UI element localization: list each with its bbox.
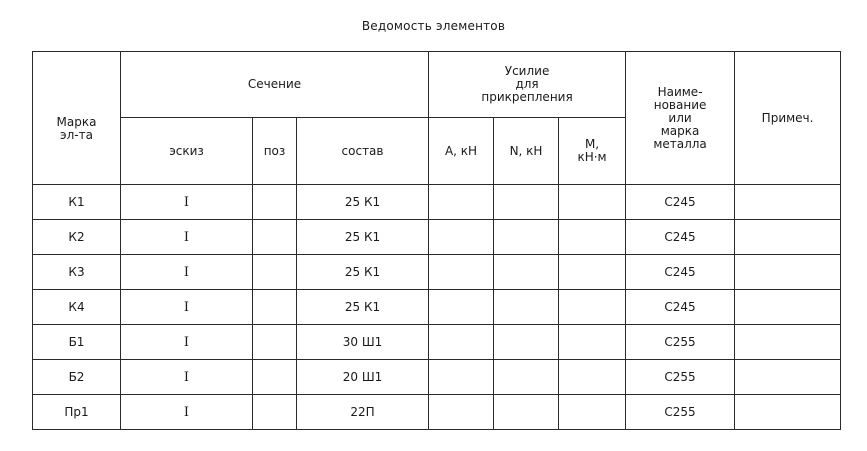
- cell-pos: [253, 395, 297, 430]
- cell-pos: [253, 185, 297, 220]
- header-sketch: эскиз: [121, 118, 253, 185]
- cell-mark: К4: [33, 290, 121, 325]
- cell-pos: [253, 325, 297, 360]
- cell-force-n: [494, 220, 559, 255]
- header-material: Наиме- нование или марка металла: [626, 52, 735, 185]
- cell-force-a: [429, 255, 494, 290]
- cell-sketch: I: [121, 325, 253, 360]
- cell-composition: 22П: [297, 395, 429, 430]
- cell-composition: 25 К1: [297, 255, 429, 290]
- cell-sketch: I: [121, 255, 253, 290]
- cell-mark: Б1: [33, 325, 121, 360]
- cell-pos: [253, 255, 297, 290]
- cell-pos: [253, 360, 297, 395]
- cell-mark: К1: [33, 185, 121, 220]
- cell-material: С255: [626, 325, 735, 360]
- header-pos: поз: [253, 118, 297, 185]
- cell-force-n: [494, 395, 559, 430]
- cell-force-n: [494, 290, 559, 325]
- cell-mark: Б2: [33, 360, 121, 395]
- cell-composition: 25 К1: [297, 185, 429, 220]
- cell-force-n: [494, 185, 559, 220]
- cell-sketch: I: [121, 290, 253, 325]
- cell-note: [735, 290, 841, 325]
- cell-force-n: [494, 360, 559, 395]
- cell-material: С245: [626, 220, 735, 255]
- cell-force-a: [429, 395, 494, 430]
- cell-force-n: [494, 255, 559, 290]
- cell-sketch: I: [121, 220, 253, 255]
- table-row: [33, 290, 841, 325]
- header-section: Сечение: [121, 52, 429, 118]
- cell-material: С245: [626, 185, 735, 220]
- cell-composition: 25 К1: [297, 290, 429, 325]
- cell-material: С245: [626, 290, 735, 325]
- cell-force-m: [559, 255, 626, 290]
- cell-force-m: [559, 395, 626, 430]
- table-row: [33, 220, 841, 255]
- cell-force-m: [559, 325, 626, 360]
- cell-force-a: [429, 290, 494, 325]
- header-force-m: М, кН·м: [559, 118, 626, 185]
- cell-force-a: [429, 360, 494, 395]
- table-row: [33, 360, 841, 395]
- cell-force-a: [429, 220, 494, 255]
- header-force-a: А, кН: [429, 118, 494, 185]
- header-composition: состав: [297, 118, 429, 185]
- cell-composition: 25 К1: [297, 220, 429, 255]
- cell-note: [735, 360, 841, 395]
- cell-force-n: [494, 325, 559, 360]
- cell-mark: К2: [33, 220, 121, 255]
- cell-sketch: I: [121, 360, 253, 395]
- cell-sketch: I: [121, 185, 253, 220]
- cell-note: [735, 325, 841, 360]
- document-title: Ведомость элементов: [361, 19, 506, 33]
- table-body: [33, 185, 841, 430]
- cell-force-m: [559, 220, 626, 255]
- cell-composition: 30 Ш1: [297, 325, 429, 360]
- header-force-n: N, кН: [494, 118, 559, 185]
- header-mark: [33, 52, 121, 185]
- cell-note: [735, 395, 841, 430]
- table-row: [33, 325, 841, 360]
- cell-mark: Пр1: [33, 395, 121, 430]
- header-mark-label: Марка эл-та: [56, 115, 97, 142]
- cell-mark: К3: [33, 255, 121, 290]
- cell-note: [735, 220, 841, 255]
- cell-force-a: [429, 325, 494, 360]
- cell-material: С255: [626, 395, 735, 430]
- cell-composition: 20 Ш1: [297, 360, 429, 395]
- cell-force-a: [429, 185, 494, 220]
- cell-material: С255: [626, 360, 735, 395]
- header-force: Усилие для прикрепления: [429, 52, 626, 118]
- elements-table: [32, 51, 841, 430]
- table-row: [33, 255, 841, 290]
- cell-material: С245: [626, 255, 735, 290]
- table-row: [33, 395, 841, 430]
- cell-pos: [253, 290, 297, 325]
- cell-force-m: [559, 185, 626, 220]
- cell-sketch: I: [121, 395, 253, 430]
- header-note: Примеч.: [735, 52, 841, 185]
- cell-pos: [253, 220, 297, 255]
- cell-force-m: [559, 360, 626, 395]
- header-row-top: [33, 52, 841, 118]
- table-row: [33, 185, 841, 220]
- cell-note: [735, 255, 841, 290]
- cell-force-m: [559, 290, 626, 325]
- cell-note: [735, 185, 841, 220]
